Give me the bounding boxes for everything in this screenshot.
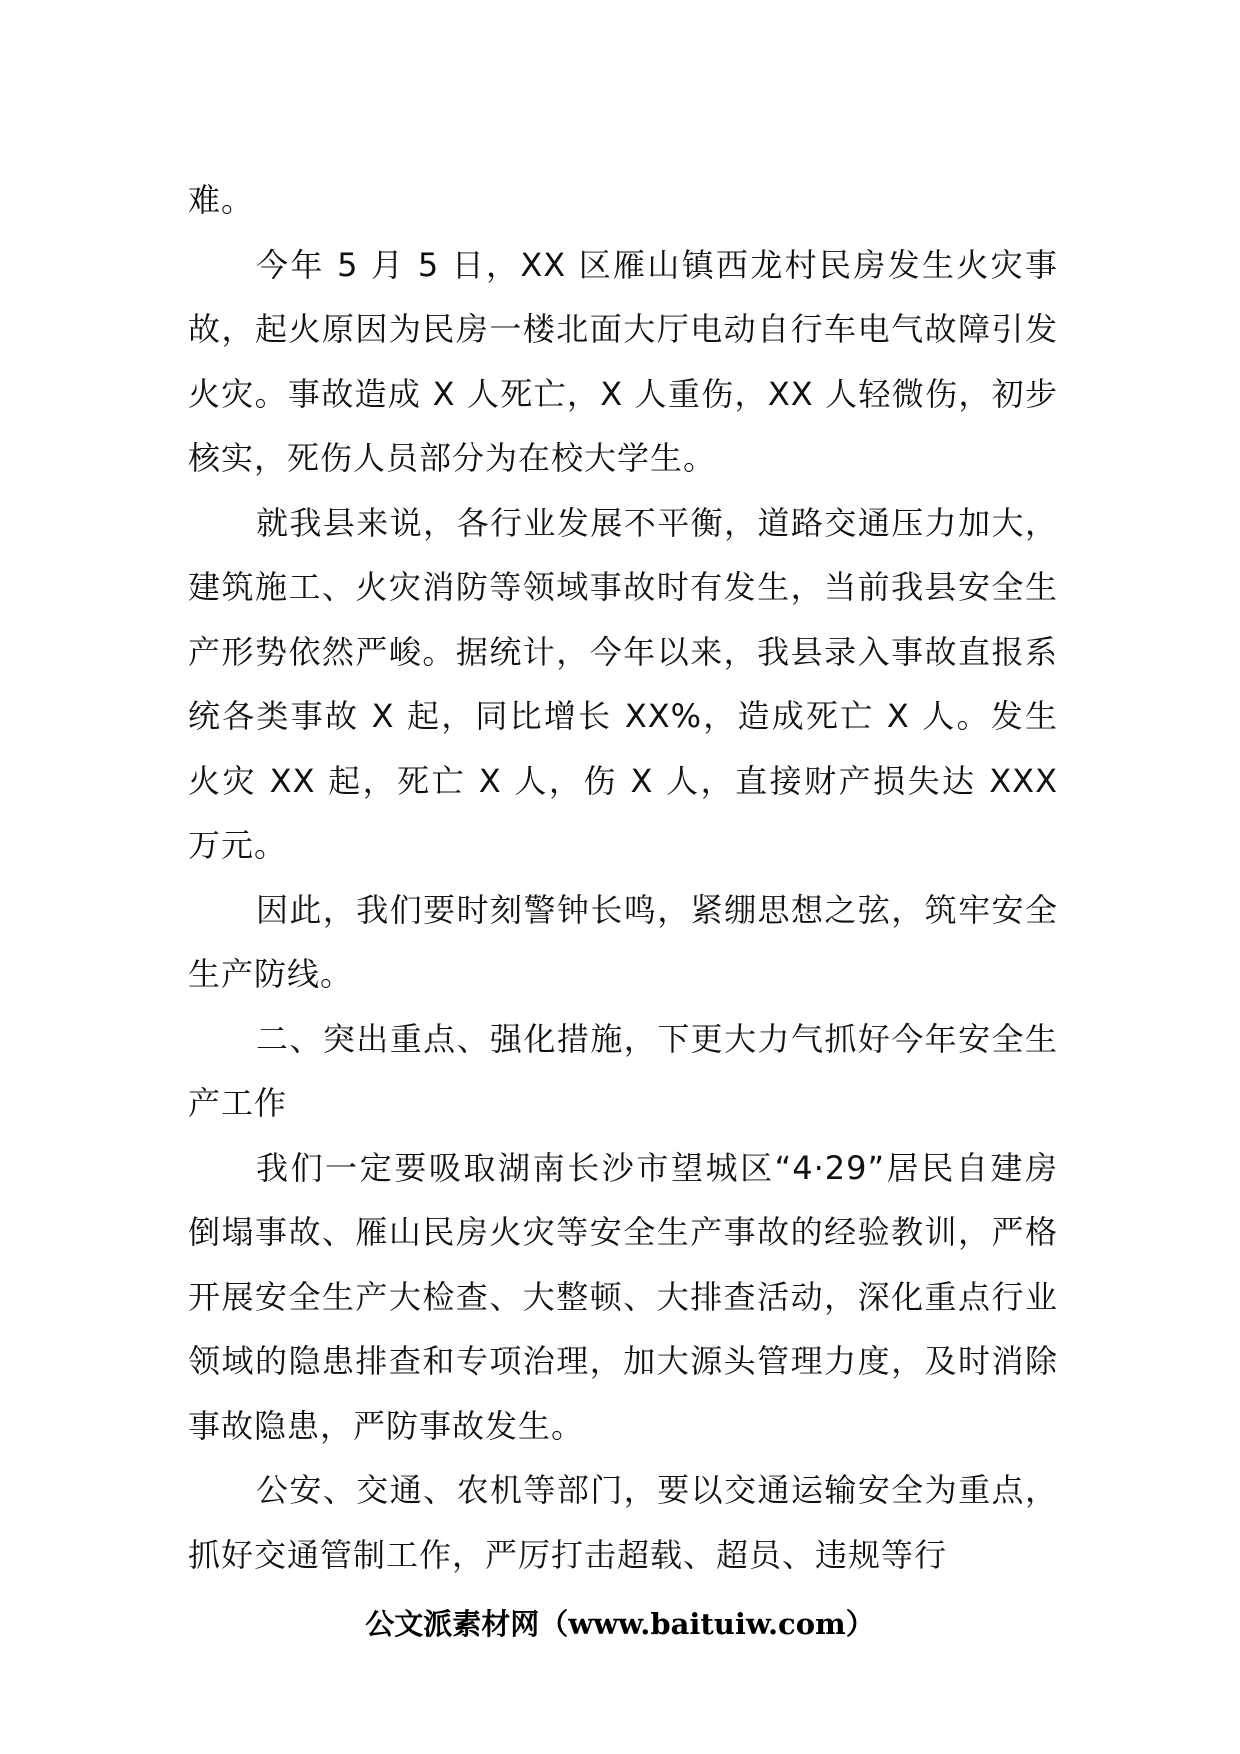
footer-watermark: 公文派素材网（www.baituiw.com） [365, 1607, 875, 1641]
paragraph-fire-accident: 今年 5 月 5 日，XX 区雁山镇西龙村民房发生火灾事故，起火原因为民房一楼北面大厅电动自行车电气故障引发火灾。事故造成 X 人死亡，X 人重伤，XX 人轻微伤，初步核实，死伤人员部分为在校大学生。 [188, 245, 1058, 477]
paragraph-warning: 因此，我们要时刻警钟长鸣，紧绷思想之弦，筑牢安全生产防线。 [188, 890, 1058, 993]
paragraph-county-situation: 就我县来说，各行业发展不平衡，道路交通压力加大，建筑施工、火灾消防等领域事故时有发生，当前我县安全生产形势依然严峻。据统计，今年以来，我县录入事故直报系统各类事故 X 起，同比增长 XX%，造成死亡 X 人。发生火灾 XX 起，死亡 X 人，伤 X 人，直接财产损失达 XXX 万元。 [188, 503, 1058, 864]
section-heading: 二、突出重点、强化措施，下更大力气抓好今年安全生产工作 [188, 1019, 1058, 1122]
document-body [188, 168, 1058, 1587]
paragraph-continuation: 难。 [188, 181, 255, 219]
paragraph-lessons: 我们一定要吸取湖南长沙市望城区“4·29”居民自建房倒塌事故、雁山民房火灾等安全生产事故的经验教训，严格开展安全生产大检查、大整顿、大排查活动，深化重点行业领域的隐患排查和专项治理，加大源头管理力度，及时消除事故隐患，严防事故发生。 [188, 1148, 1058, 1445]
paragraph-traffic-safety: 公安、交通、农机等部门，要以交通运输安全为重点，抓好交通管制工作，严厉打击超载、超员、违规等行 [188, 1471, 1058, 1574]
